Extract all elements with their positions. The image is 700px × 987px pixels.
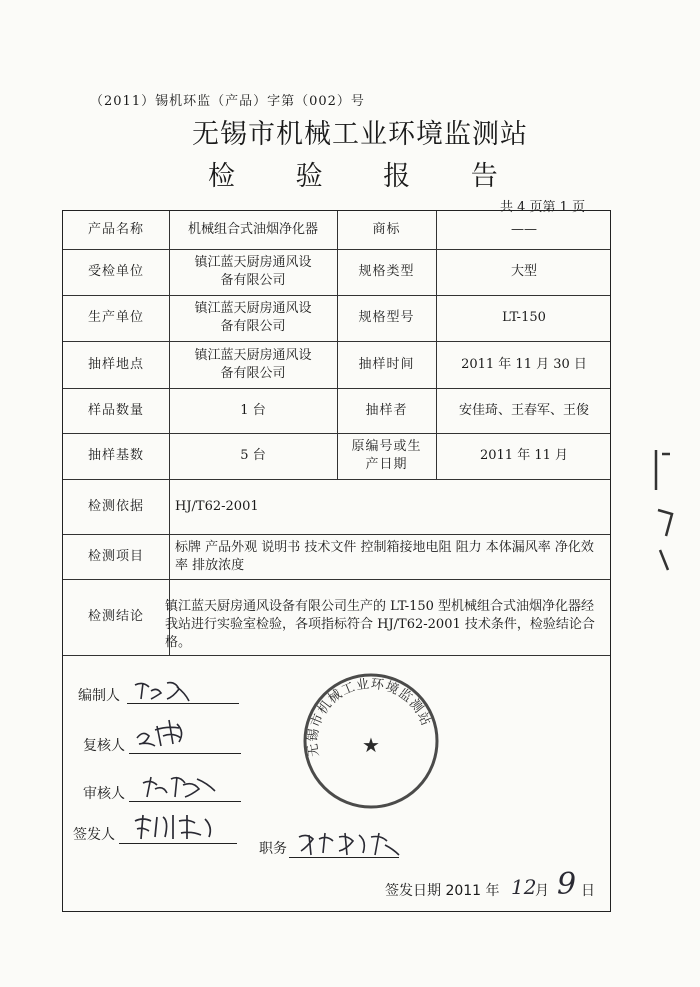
value-sampling-place: 镇江蓝天厨房通风设备有限公司 [194, 347, 312, 381]
official-stamp [300, 670, 442, 812]
position-handwriting [295, 827, 405, 859]
compiler-signature [131, 677, 211, 705]
value-spec-model: LT-150 [502, 310, 546, 325]
value-sampling-time: 2011 年 11 月 30 日 [461, 356, 587, 372]
label-position: 职务 [259, 841, 287, 857]
label-sampling-place: 抽样地点 [87, 356, 144, 372]
value-inspected-unit: 镇江蓝天厨房通风设备有限公司 [194, 255, 312, 288]
issuer-signature [129, 809, 229, 843]
value-sampling-base: 5 台 [240, 448, 266, 463]
auditor-signature [137, 769, 227, 801]
label-original-number-date: 原编号或生产日期 [351, 439, 422, 472]
svg-text:无锡市机械工业环境监测站: 无锡市机械工业环境监测站 [305, 676, 434, 758]
label-compiler: 编制人 [78, 688, 120, 704]
issue-day-handwritten: 9 [557, 867, 577, 902]
issue-month-handwritten: 12 [511, 875, 537, 899]
value-sampler: 安佳琦、王春军、王俊 [458, 402, 589, 418]
value-product-name: 机械组合式油烟净化器 [187, 222, 318, 237]
value-manufacturer: 镇江蓝天厨房通风设备有限公司 [194, 301, 312, 334]
value-sample-quantity: 1 台 [240, 402, 266, 418]
label-issue-date: 签发日期 2011 年 [385, 883, 500, 899]
label-reviewer: 复核人 [83, 738, 125, 754]
value-trademark: —— [511, 222, 537, 237]
value-spec-type: 大型 [510, 264, 537, 279]
label-sample-quantity: 样品数量 [87, 402, 144, 418]
svg-text:★: ★ [362, 733, 380, 757]
label-manufacturer: 生产单位 [87, 310, 144, 325]
label-sampling-base: 抽样基数 [87, 448, 144, 463]
label-product-name: 产品名称 [87, 222, 144, 237]
label-month-unit: 月 [535, 883, 549, 899]
label-test-basis: 检测依据 [87, 498, 144, 514]
value-test-basis: HJ/T62-2001 [175, 498, 259, 514]
label-test-items: 检测项目 [87, 548, 144, 564]
label-sampler: 抽样者 [365, 402, 408, 418]
label-sampling-time: 抽样时间 [358, 356, 415, 372]
report-title: 检 验 报 告 [208, 161, 524, 192]
label-test-conclusion: 检测结论 [87, 609, 144, 624]
label-issuer: 签发人 [73, 827, 115, 843]
value-test-items: 标牌 产品外观 说明书 技术文件 控制箱接地电阻 阻力 本体漏风率 净化效率 排放浓度 [175, 539, 594, 573]
scan-edge-marks [648, 440, 688, 580]
label-auditor: 审核人 [83, 786, 125, 802]
organization-name: 无锡市机械工业环境监测站 [192, 119, 528, 150]
label-trademark: 商标 [372, 222, 401, 237]
value-test-conclusion: 镇江蓝天厨房通风设备有限公司生产的 LT-150 型机械组合式油烟净化器经我站进行实验室检验，各项指标符合 HJ/T62-2001 技术条件，检验结论合格。 [165, 599, 595, 650]
document-number: （2011）锡机环监（产品）字第（002）号 [90, 94, 365, 109]
label-inspected-unit: 受检单位 [87, 264, 144, 279]
page-info: 共 4 页第 1 页 [500, 200, 586, 215]
label-day-unit: 日 [581, 883, 595, 899]
label-spec-type: 规格类型 [358, 264, 415, 279]
value-original-number-date: 2011 年 11 月 [479, 448, 569, 463]
reviewer-signature [133, 716, 213, 752]
label-spec-model: 规格型号 [358, 310, 415, 325]
